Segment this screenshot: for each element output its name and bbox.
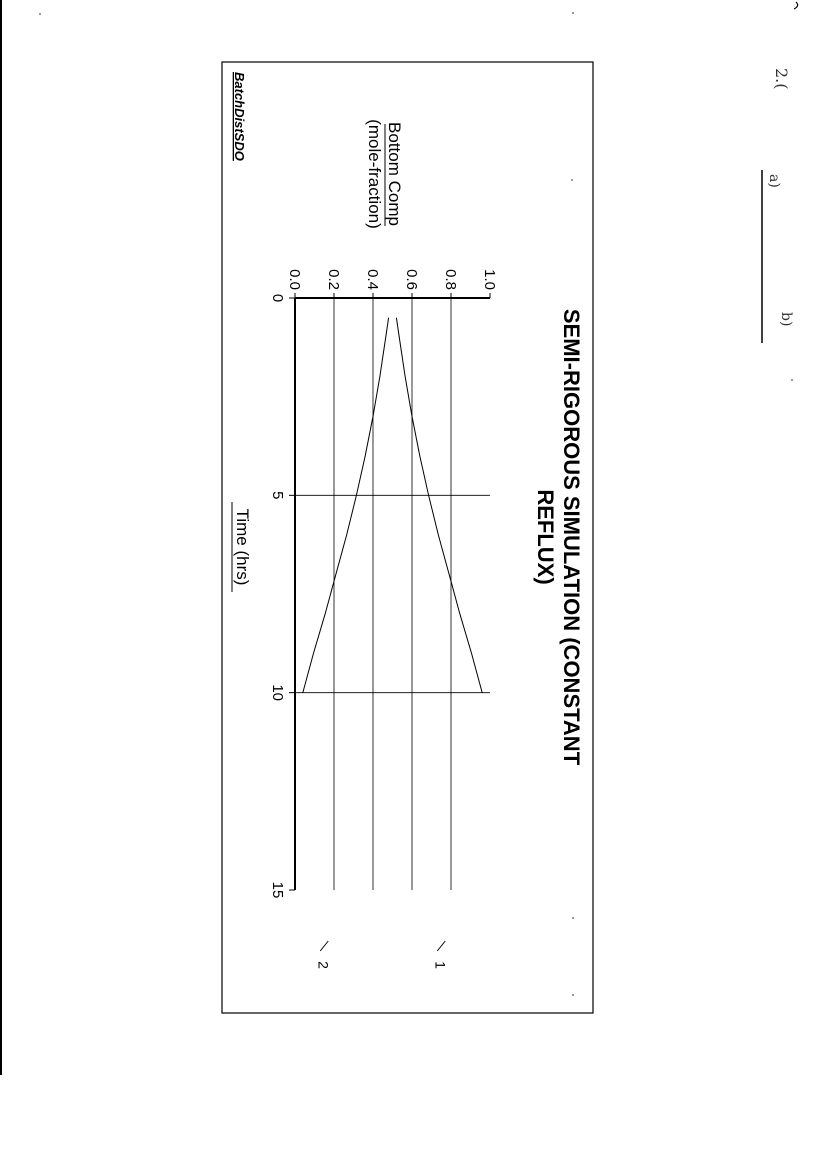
scan-speck	[791, 379, 793, 381]
scan-speck	[572, 917, 574, 919]
x-tick-label: 10	[269, 684, 286, 702]
scan-speck	[572, 12, 574, 14]
chart-title-line2: REFLUX)	[533, 489, 558, 585]
series-label-tick	[437, 941, 445, 951]
y-tick-label: 0.8	[442, 269, 459, 290]
grid	[295, 298, 490, 890]
series-line-1	[396, 318, 482, 693]
note-question-number: 2.(	[772, 68, 791, 90]
series-labels	[315, 941, 448, 969]
series-line-2	[303, 318, 389, 693]
chart-title-line1: SEMI-RIGOROUS SIMULATION (CONSTANT	[559, 308, 584, 766]
y-tick-label: 0.6	[403, 269, 420, 290]
program-label: BatchDistSDO	[232, 72, 247, 161]
plot-series	[303, 318, 482, 693]
x-tick-label: 0	[269, 293, 286, 303]
x-tick-label: 5	[269, 491, 286, 500]
y-axis-label-line1: Bottom Comp	[385, 122, 404, 226]
note-item-b: b)	[778, 312, 794, 327]
y-tick-label: 0.0	[286, 269, 303, 290]
scan-left-edge	[0, 0, 2, 1075]
y-tick-label: 1.0	[481, 269, 498, 290]
scan-speck	[571, 179, 573, 181]
series-label-tick	[320, 941, 328, 951]
series-label: 1	[432, 961, 449, 969]
axes	[269, 269, 498, 898]
chart	[232, 72, 584, 969]
note-hook	[794, 2, 798, 9]
x-tick-label: 15	[269, 881, 286, 899]
scan-speck	[39, 13, 41, 15]
x-axis-label: Time (hrs)	[233, 508, 252, 586]
series-label: 2	[315, 961, 332, 969]
note-item-a: a)	[766, 174, 782, 188]
margin-notes	[762, 2, 798, 381]
scan-speck	[572, 994, 574, 996]
y-tick-label: 0.4	[364, 269, 381, 290]
y-axis-label-line2: (mole-fraction)	[365, 119, 384, 229]
y-tick-label: 0.2	[325, 269, 342, 290]
